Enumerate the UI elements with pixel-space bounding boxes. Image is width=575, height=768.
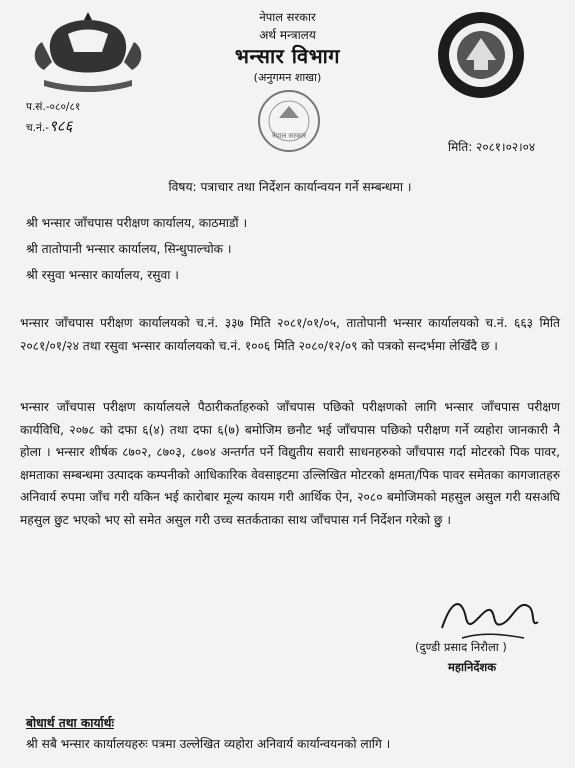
reference-cha-na <box>26 116 72 136</box>
header-ministry: अर्थ मन्त्रालय <box>259 28 316 42</box>
signatory-name: (दुण्डी प्रसाद निरौला ) <box>415 640 507 654</box>
cha-na-value: ९८६ <box>48 117 73 135</box>
addressee-1: श्री भन्सार जाँचपास परीक्षण कार्यालय, काठमाडौं । <box>26 216 248 230</box>
cc-heading: बोधार्थ तथा कार्यार्थः <box>26 716 114 730</box>
body-paragraph-1: भन्सार जाँचपास परीक्षण कार्यालयको च.नं. ३३७ मिति २०८१/०१/०५, तातोपानी भन्सार कार्यालयको च.नं. ६६३ मिति २०८१/०१/२४ तथा रसुवा भन्सार कार्यालयको च.नं. १००६ मिति २०८०/१२/०९ को पत्रको सन्दर्भमा लेखिँदै छ । <box>20 316 560 353</box>
stamp-text: नेपाल सरकार <box>271 132 307 140</box>
body-paragraph-2: भन्सार जाँचपास परीक्षण कार्यालयले पैठारीकर्ताहरुको जाँचपास पछिको परीक्षणको लागि भन्सार जाँचपास परीक्षण कार्यविधि, २०७८ को दफा ६(४) तथा दफा ६(७) बमोजिम छनौट भई जाँचपास पछिको परीक्षण गर्ने व्यहोरा जानकारी नै होला । भन्सार शीर्षक ८७०२, ८७०३, ८७०४ अन्तर्गत पर्ने विद्युतीय सवारी साधनहरुको जाँचपास गर्दा मोटरको पिक पावर, क्षमताका सम्बन्धमा उत्पादक कम्पनीको आधिकारिक वेवसाइटमा उल्लिखित मोटरको क्षमता/पिक पावर समेतका कागजातहरु अनिवार्य रुपमा जाँच गरी यकिन भई कारोबार मूल्य कायम गरी आर्थिक ऐन, २०८० बमोजिमको महसुल असुल गरी यसअघि महसुल छुट भएको भए सो समेत असुल गरी उच्च सतर्कताका साथ जाँचपास गर्न निर्देशन गरेको छु । <box>20 400 560 527</box>
pa-sa-value: ०८०/८१ <box>49 101 81 113</box>
cc-line: श्री सबै भन्सार कार्यालयहरुः पत्रमा उल्लेखित व्यहोरा अनिवार्य कार्यान्वयनको लागि । <box>26 737 391 751</box>
header-department: भन्सार विभाग <box>234 44 341 68</box>
addressee-3: श्री रसुवा भन्सार कार्यालय, रसुवा । <box>26 268 179 282</box>
pa-sa-label: प.सं.- <box>26 101 50 113</box>
nepal-customs-logo-icon <box>436 10 526 100</box>
header-government: नेपाल सरकार <box>259 10 316 24</box>
cha-na-label: च.नं.- <box>26 122 49 134</box>
seal-stamp-icon <box>254 86 324 156</box>
addressee-2: श्री तातोपानी भन्सार कार्यालय, सिन्धुपाल्चोक । <box>26 242 232 256</box>
signatory-title: महानिर्देशक <box>448 660 497 674</box>
letter-subject: विषय: पत्राचार तथा निर्देशन कार्यान्वयन गर्ने सम्बन्धमा । <box>168 180 412 194</box>
letter-date: मिति: २०८१।०२।०४ <box>448 140 536 154</box>
nepal-emblem-icon <box>22 8 154 94</box>
reference-pa-sa <box>26 100 80 114</box>
header-section: (अनुगमन शाखा) <box>253 71 322 84</box>
